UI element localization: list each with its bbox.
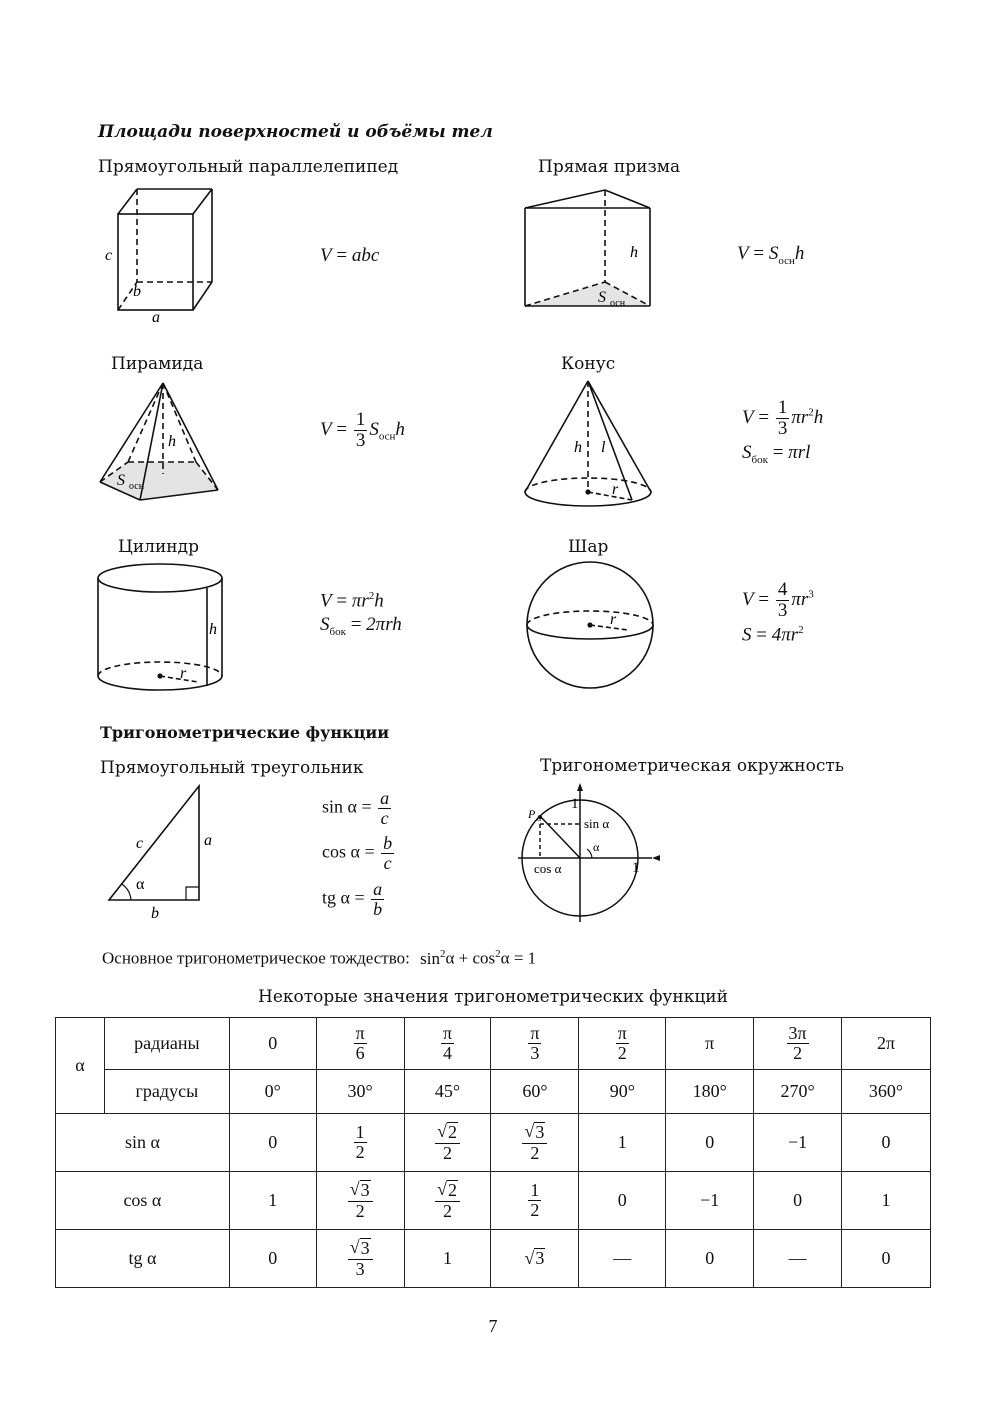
sin-value-cell: √ 2 2	[404, 1114, 491, 1172]
prism-formula: $V = S_{осн}h$	[737, 243, 805, 267]
parallelepiped-formula: V = abc	[320, 245, 380, 266]
triangle-title: Прямоугольный треугольник	[100, 758, 364, 778]
cos-value-cell: 1	[229, 1172, 316, 1230]
cylinder-label-r: r	[180, 665, 187, 682]
sin-value-cell: 0	[666, 1114, 754, 1172]
sin-label-cell: sin α	[56, 1114, 230, 1172]
sphere-formula-volume: V = $\frac{4}{3}$ $\pi r^3$	[742, 579, 814, 621]
parallelepiped-label-c: c	[105, 247, 113, 264]
radian-value-cell: $\frac{\pi}{6}$	[316, 1018, 404, 1070]
ratio-tg: tg α = $\frac{a}{b}$	[322, 879, 383, 919]
tg-label-cell: tg α	[56, 1230, 230, 1288]
prism-title: Прямая призма	[538, 157, 681, 177]
circle-label-p: P	[528, 807, 536, 821]
degree-value-cell: 45°	[404, 1070, 491, 1114]
sphere-formula-area: $S = 4\pi r^2$	[742, 624, 804, 646]
cos-value-cell: 0	[754, 1172, 842, 1230]
pyramid-title: Пирамида	[111, 354, 204, 374]
degree-value-cell: 180°	[666, 1070, 754, 1114]
pyramid-label-s: S	[117, 472, 125, 489]
circle-label-cos: cos α	[534, 861, 562, 876]
cylinder-formula-lateral: $S_{бок} = 2\pi rh$	[320, 614, 402, 638]
table-row-degrees	[56, 1070, 931, 1114]
sphere-title: Шар	[568, 537, 609, 557]
degree-value-cell: 30°	[316, 1070, 404, 1114]
sphere-label-r: r	[610, 611, 617, 628]
section-title-trig: Тригонометрические функции	[100, 723, 390, 742]
cos-value-cell: 0	[579, 1172, 666, 1230]
radian-value-cell: $\frac{\pi}{2}$	[579, 1018, 666, 1070]
cylinder-formula-volume: $V = \pi r^2h$	[320, 590, 384, 612]
ratio-cos: cos α = $\frac{b}{c}$	[322, 833, 393, 873]
degree-value-cell: 90°	[579, 1070, 666, 1114]
cone-formula-volume: V = $\frac{1}{3}$ $\pi r^2h$	[742, 397, 824, 439]
sin-value-cell: −1	[754, 1114, 842, 1172]
ratio-sin: sin α = $\frac{a}{c}$	[322, 788, 390, 828]
cone-label-h: h	[574, 439, 582, 456]
trig-identity: Основное тригонометрическое тождество: $\sin^2\alpha + \cos^2\alpha = 1$	[102, 948, 537, 968]
sin-value-cell: 0	[229, 1114, 316, 1172]
circle-label-1-top: 1	[571, 796, 579, 812]
pyramid-label-sub: осн	[129, 481, 145, 492]
cylinder-title: Цилиндр	[118, 537, 199, 557]
cylinder-label-h: h	[209, 621, 217, 638]
tg-value-cell: 1	[404, 1230, 491, 1288]
sin-value-cell: √ 3 2	[491, 1114, 579, 1172]
degree-value-cell: 0°	[229, 1070, 316, 1114]
circle-label-sin: sin α	[584, 816, 610, 831]
tg-value-cell: 0	[229, 1230, 316, 1288]
section-title-solids: Площади поверхностей и объёмы тел	[98, 122, 493, 142]
tg-value-cell: √ 3 3	[316, 1230, 404, 1288]
cone-title: Конус	[561, 354, 616, 374]
prism-label-s: S	[598, 289, 606, 306]
prism-label-sub: осн	[610, 298, 626, 309]
triangle-label-b: b	[151, 905, 159, 922]
cos-value-cell: 1	[842, 1172, 931, 1230]
tg-value-cell: 0	[666, 1230, 754, 1288]
degrees-label-cell: градусы	[104, 1070, 229, 1114]
table-row-tg	[56, 1230, 931, 1288]
triangle-label-c: c	[136, 835, 144, 852]
radian-value-cell: 0	[229, 1018, 316, 1070]
table-row-cos	[56, 1172, 931, 1230]
parallelepiped-title: Прямоугольный параллелепипед	[98, 157, 399, 177]
degree-value-cell: 60°	[491, 1070, 579, 1114]
sin-value-cell: 1	[579, 1114, 666, 1172]
cone-formula-lateral: $S_{бок} = \pi rl$	[742, 442, 811, 466]
circle-title: Тригонометрическая окружность	[540, 756, 844, 776]
tg-value-cell: 0	[842, 1230, 931, 1288]
radian-value-cell: $\frac{3\pi}{2}$	[754, 1018, 842, 1070]
cos-value-cell: √ 2 2	[404, 1172, 491, 1230]
triangle-label-a: a	[204, 832, 212, 849]
alpha-header-cell: α	[56, 1018, 105, 1114]
degree-value-cell: 270°	[754, 1070, 842, 1114]
radian-value-cell: π	[666, 1018, 754, 1070]
cone-label-l: l	[601, 439, 606, 456]
pyramid-formula: V = $\frac{1}{3}$ $S_{осн}h$	[320, 409, 405, 451]
cos-value-cell: −1	[666, 1172, 754, 1230]
prism-label-h: h	[630, 244, 638, 261]
sin-value-cell: 0	[842, 1114, 931, 1172]
radians-label-cell: радианы	[104, 1018, 229, 1070]
table-row-sin	[56, 1114, 931, 1172]
sin-value-cell: $\frac{1}{2}$	[316, 1114, 404, 1172]
circle-label-1-right: 1	[632, 860, 640, 876]
degree-value-cell: 360°	[842, 1070, 931, 1114]
radian-value-cell: $\frac{\pi}{3}$	[491, 1018, 579, 1070]
triangle-label-alpha: α	[136, 876, 145, 893]
page-number: 7	[488, 1316, 498, 1336]
radian-value-cell: 2π	[842, 1018, 931, 1070]
parallelepiped-label-a: a	[152, 309, 160, 326]
tg-value-cell: √ 3	[491, 1230, 579, 1288]
trig-values-table	[55, 1017, 931, 1288]
cos-value-cell: √ 3 2	[316, 1172, 404, 1230]
radian-value-cell: $\frac{\pi}{4}$	[404, 1018, 491, 1070]
cos-label-cell: cos α	[56, 1172, 230, 1230]
tg-value-cell: —	[754, 1230, 842, 1288]
table-row-radians	[56, 1018, 931, 1070]
cos-value-cell: $\frac{1}{2}$	[491, 1172, 579, 1230]
pyramid-label-h: h	[168, 433, 176, 450]
cone-label-r: r	[612, 481, 619, 498]
circle-label-p-sub: α	[537, 814, 542, 823]
parallelepiped-label-b: b	[133, 283, 141, 300]
table-caption: Некоторые значения тригонометрических функций	[258, 987, 728, 1007]
tg-value-cell: —	[579, 1230, 666, 1288]
circle-label-alpha: α	[593, 840, 600, 854]
